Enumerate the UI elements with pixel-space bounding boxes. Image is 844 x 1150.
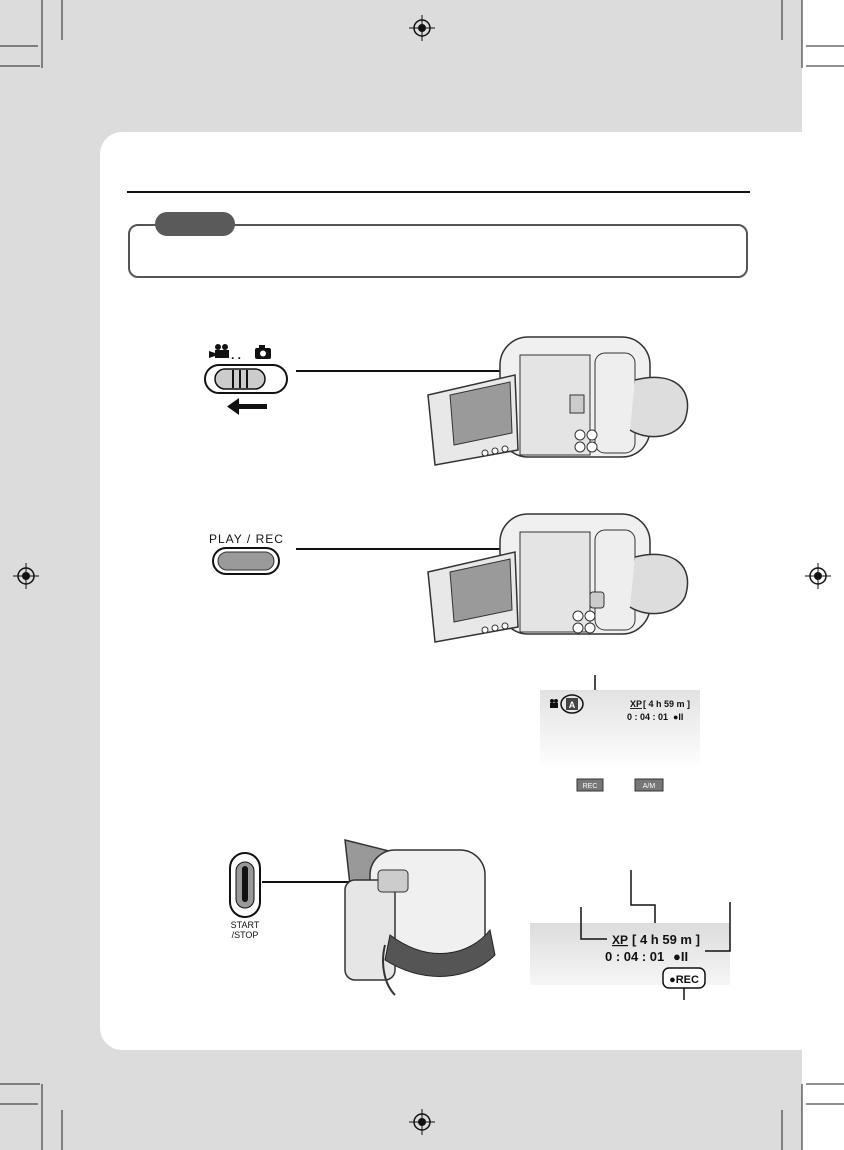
camera-mode-icon [255, 345, 271, 359]
video-mode-icon [209, 344, 229, 358]
play-rec-button[interactable] [213, 548, 279, 574]
rec-status-badge [663, 968, 705, 988]
quality-indicator: XP [630, 699, 643, 709]
slide-direction-arrow-icon [227, 398, 267, 415]
lcd-screen-small [535, 675, 725, 800]
camcorder-illustration-2 [420, 512, 710, 647]
start-stop-button[interactable] [230, 853, 260, 917]
start-stop-figure [215, 850, 285, 960]
auto-manual-label: A/M [642, 783, 656, 790]
start-stop-label-line2: /STOP [231, 930, 259, 940]
camcorder-illustration-1 [420, 335, 710, 470]
play-rec-label: PLAY / REC [209, 532, 284, 546]
lcd-screen-large [525, 865, 755, 1010]
remaining-time-large: [ 4 h 59 m ] [632, 932, 700, 947]
remaining-time: [ 4 h 59 m ] [643, 699, 691, 709]
play-rec-figure [205, 530, 305, 580]
registration-mark-right [805, 563, 831, 589]
time-counter-large: 0 : 04 : 01 [605, 949, 665, 964]
registration-mark-top [409, 15, 435, 41]
registration-mark-bottom [409, 1109, 435, 1135]
record-standby-icon-large: ●II [673, 949, 689, 964]
time-counter: 0 : 04 : 01 [627, 712, 669, 722]
mode-symbols: . . [231, 348, 242, 362]
registration-mark-left [13, 563, 39, 589]
rec-button[interactable] [577, 779, 603, 791]
mode-switch-figure [195, 340, 305, 420]
section-header-rule [127, 191, 750, 193]
rec-button-label: REC [582, 783, 598, 790]
auto-manual-button[interactable] [635, 779, 663, 791]
note-label-pill [155, 212, 235, 236]
rec-badge-label: ●REC [669, 974, 699, 986]
mode-slide-switch[interactable] [205, 365, 287, 393]
record-standby-icon: ●II [673, 712, 684, 722]
camcorder-illustration-3 [330, 835, 500, 1000]
start-stop-label-line1: START [230, 920, 260, 930]
auto-mode-badge: A [568, 700, 576, 710]
quality-indicator-large: XP [612, 933, 629, 947]
